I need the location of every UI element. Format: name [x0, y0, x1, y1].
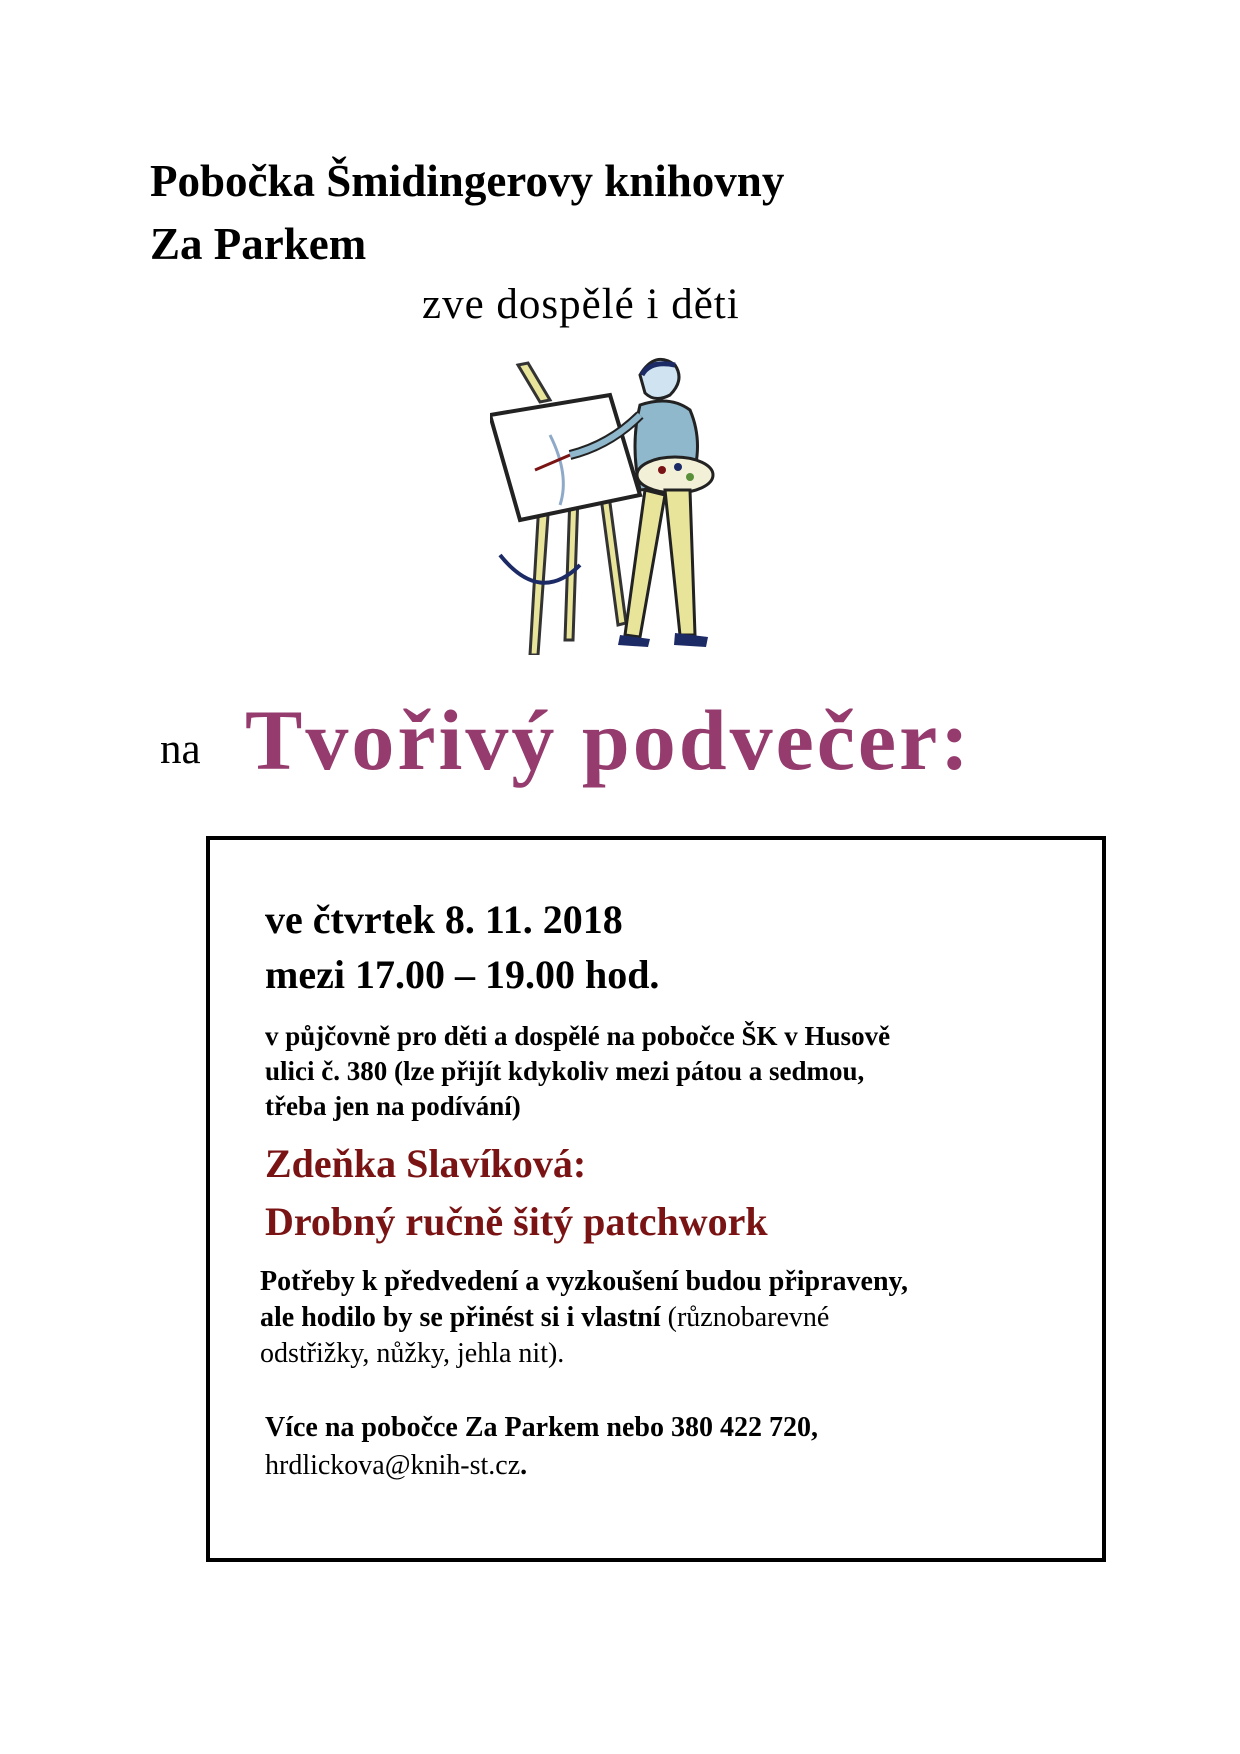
location-line: třeba jen na podívání) — [265, 1091, 521, 1121]
event-time: mezi 17.00 – 19.00 hod. — [265, 952, 660, 997]
lecturer-name: Zdeňka Slavíková: — [265, 1141, 587, 1186]
invitation-text: zve dospělé i děti — [422, 281, 740, 328]
event-prefix: na — [160, 726, 201, 773]
event-date: ve čtvrtek 8. 11. 2018 — [265, 897, 623, 942]
contact-email-line — [265, 1450, 527, 1482]
branch-name: Za Parkem — [150, 219, 367, 269]
contact-info: Více na pobočce Za Parkem nebo 380 422 720, — [265, 1412, 818, 1443]
library-name: Pobočka Šmidingerovy knihovny — [150, 156, 785, 206]
workshop-topic: Drobný ručně šitý patchwork — [265, 1199, 768, 1244]
painter-at-easel-icon — [490, 355, 790, 655]
contact-email-dot: . — [520, 1450, 528, 1481]
event-details-box — [206, 836, 1106, 1562]
location-line: v půjčovně pro děti a dospělé na pobočce ŠK v Husově — [265, 1021, 891, 1051]
contact-email[interactable]: hrdlickova@knih-st.cz — [265, 1450, 521, 1481]
supplies-note: Potřeby k předvedení a vyzkoušení budou připraveny, — [260, 1266, 908, 1297]
location-line: ulici č. 380 (lze přijít kdykoliv mezi pátou a sedmou, — [265, 1056, 865, 1086]
supplies-note — [260, 1302, 829, 1334]
event-title: Tvořivý podvečer: — [245, 692, 972, 788]
supplies-note-bold: ale hodilo by se přinést si i vlastní — [260, 1302, 661, 1333]
supplies-note: odstřižky, nůžky, jehla nit). — [260, 1338, 565, 1369]
supplies-note-rest: (různobarevné — [660, 1302, 830, 1333]
